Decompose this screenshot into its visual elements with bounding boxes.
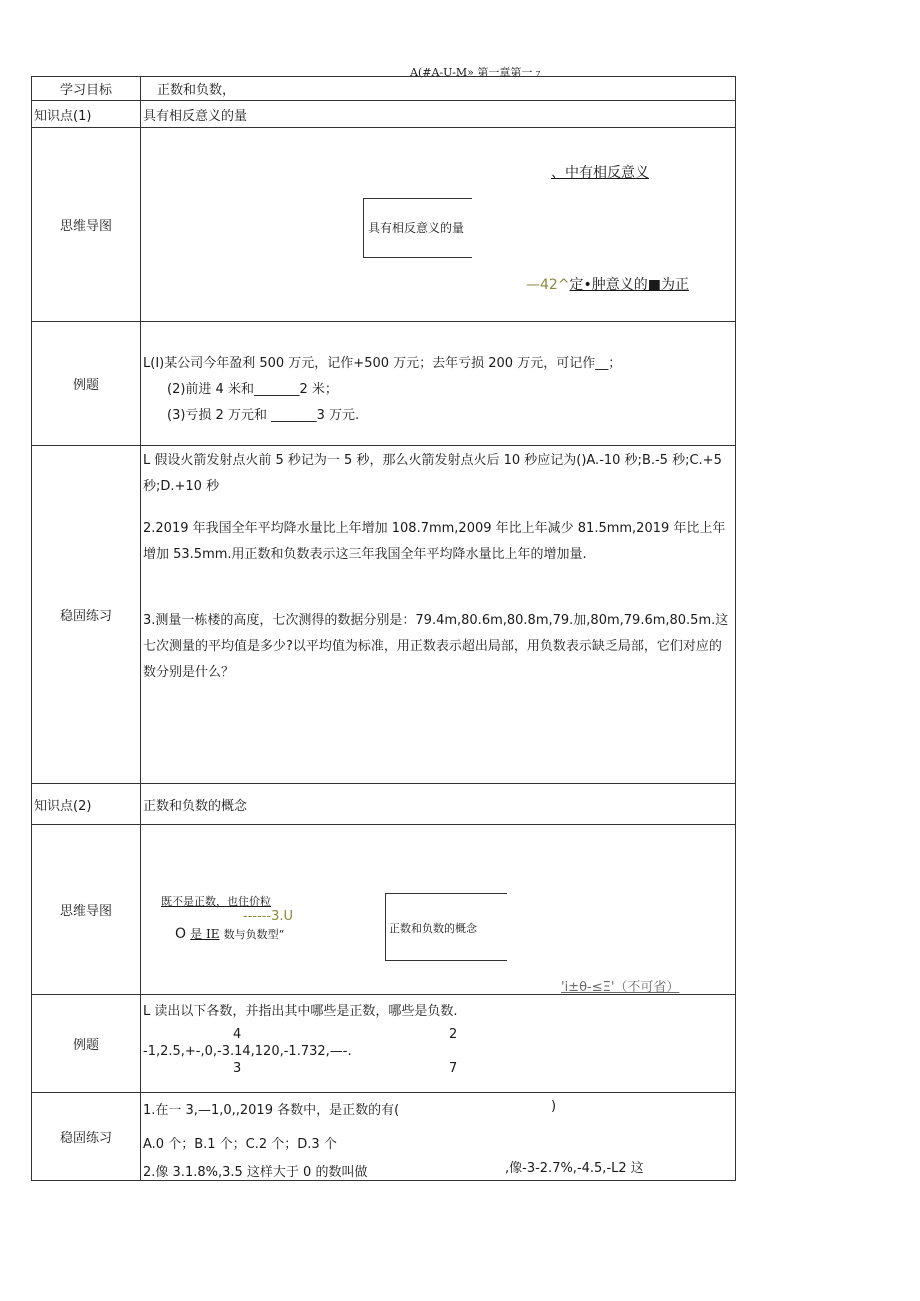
practice1-q3: 3.测量一栋楼的高度，七次测得的数据分别是：79.4m,80.6m,80.8m,79.加,80m,79.6m,80.5m.这七次测量的平均值是多少?以平均值为标准，用正数表示超出局部，用负数表示缺乏局部，它们对应的数分别是什么？ — [143, 613, 729, 680]
objective-text: 正数和负数， — [157, 83, 236, 98]
example2-num2: 2 — [449, 1027, 458, 1042]
kp2-text: 正数和负数的概念 — [143, 798, 248, 814]
practice1-q1: L 假设火箭发射点火前 5 秒记为一 5 秒，那么火箭发射点火后 10 秒应记为()A.-10 秒;B.-5 秒;C.+5 秒;D.+10 秒 — [143, 453, 722, 494]
lesson-table — [31, 76, 736, 1181]
practice2-q1-end: ) — [551, 1099, 557, 1114]
objective-content — [141, 77, 736, 101]
kp2-mindmap-area — [141, 825, 736, 995]
kp1-mindmap-label: 思维导图 — [32, 128, 141, 322]
kp1-example-label: 例题 — [32, 322, 141, 446]
objective-row — [32, 77, 736, 101]
kp2-label: 知识点(2) — [32, 784, 141, 825]
kp1-row — [32, 101, 736, 128]
mindmap1-box-text: 具有相反意义的量 — [368, 221, 465, 235]
kp2-practice-row — [32, 1093, 736, 1181]
kp2-mindmap-label: 思维导图 — [32, 825, 141, 995]
example1-line1: L(I)某公司今年盈利 500 万元，记作+500 万元；去年亏损 200 万元，可记作__； — [143, 355, 622, 371]
mindmap2-note2: ------3.U — [243, 909, 294, 924]
mindmap1-box — [363, 198, 472, 258]
mindmap1-bottom — [526, 274, 689, 294]
kp2-content — [141, 784, 736, 825]
kp1-mindmap-row — [32, 128, 736, 322]
mindmap2-box-text: 正数和负数的概念 — [389, 922, 477, 935]
example2-line1: L 读出以下各数，并指出其中哪些是正数，哪些是负数. — [143, 1004, 458, 1019]
mindmap2-note3-b: 是 IE — [190, 927, 220, 941]
example2-den2: 7 — [449, 1061, 458, 1076]
mindmap2-note3-c: 数与负数型“ — [223, 928, 285, 941]
kp1-text: 具有相反意义的量 — [143, 108, 248, 124]
mindmap1-bottom-text: 定•肿意义的■为正 — [569, 277, 690, 293]
mindmap2-bottom-right: 'i±θ-≤Ξ'（不可省） — [561, 980, 680, 995]
kp1-example-row — [32, 322, 736, 446]
example2-num1: 4 — [233, 1027, 242, 1042]
kp1-mindmap-area — [141, 128, 736, 322]
kp1-practice-row — [32, 446, 736, 784]
practice2-q2: 2.像 3.1.8%,3.5 这样大于 0 的数叫做 — [143, 1165, 368, 1180]
kp2-practice-content — [141, 1093, 736, 1181]
mindmap2-box — [385, 893, 507, 961]
mindmap1-top-right: 、中有相反意义 — [551, 165, 649, 181]
example1-line3: (3)亏损 2 万元和 _______3 万元. — [167, 407, 360, 423]
kp1-practice-content — [141, 446, 736, 784]
practice2-q1: 1.在一 3,—1,0,,2019 各数中，是正数的有( — [143, 1103, 400, 1118]
kp2-example-label: 例题 — [32, 995, 141, 1093]
kp2-example-row — [32, 995, 736, 1093]
kp2-example-content — [141, 995, 736, 1093]
example2-line2: -1,2.5,+-,0,-3.14,120,-1.732,—-. — [143, 1044, 352, 1059]
mindmap2-note3-o: O — [175, 926, 187, 942]
objective-label: 学习目标 — [32, 77, 141, 101]
kp1-practice-label: 稳固练习 — [32, 446, 141, 784]
practice2-options: A.0 个；B.1 个；C.2 个；D.3 个 — [143, 1137, 337, 1152]
page-header: A(#A-U-M» 第一章第一 ₇ — [410, 66, 541, 79]
practice1-q2: 2.2019 年我国全年平均降水量比上年增加 108.7mm,2009 年比上年减少 81.5mm,2019 年比上年增加 53.5mm.用正数和负数表示这三年我国全年平均降水量比上年的增加量. — [143, 521, 726, 562]
kp2-practice-label: 稳固练习 — [32, 1093, 141, 1181]
practice2-q2-cont: ,像-3-2.7%,-4.5,-L2 这 — [505, 1161, 644, 1176]
kp1-label: 知识点(1) — [32, 101, 141, 128]
kp2-mindmap-row — [32, 825, 736, 995]
kp1-example-content — [141, 322, 736, 446]
kp1-content — [141, 101, 736, 128]
mindmap1-bottom-prefix: —42^ — [526, 277, 570, 293]
mindmap2-note1: 既不是正数，也住价粒 — [161, 895, 271, 908]
example2-den1: 3 — [233, 1061, 242, 1076]
example1-line2: (2)前进 4 米和_______2 米； — [167, 381, 338, 397]
kp2-row — [32, 784, 736, 825]
mindmap2-note3 — [175, 925, 284, 942]
